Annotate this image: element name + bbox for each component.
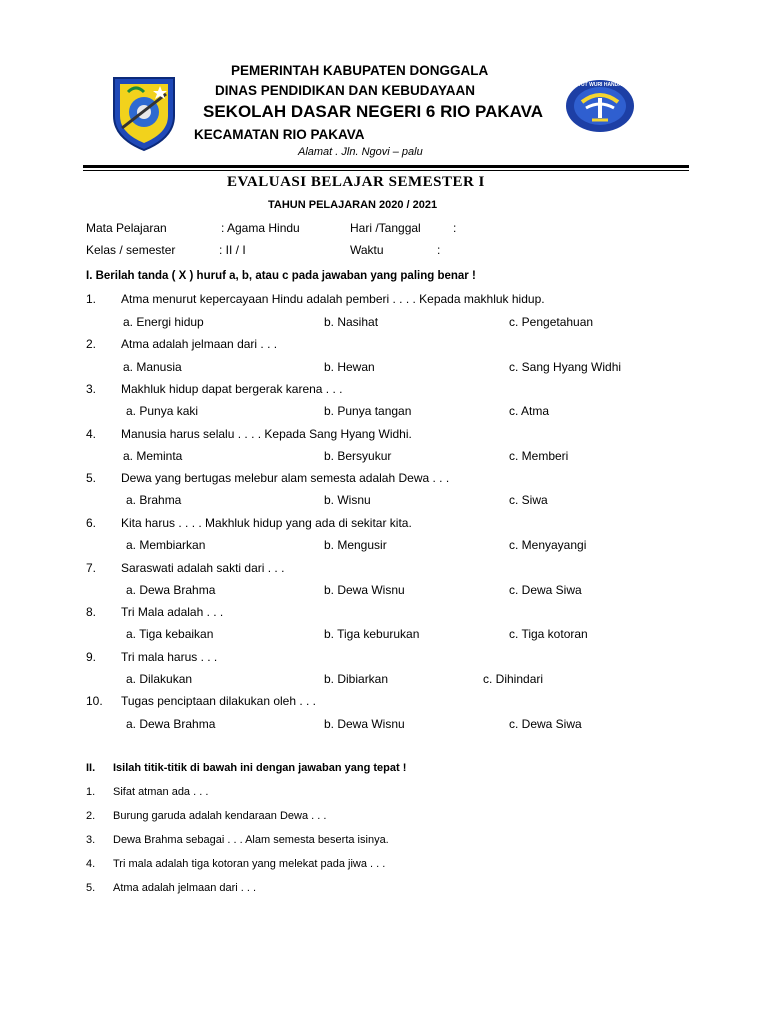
question-number: 3. xyxy=(86,382,97,396)
question-number: 8. xyxy=(86,605,97,619)
section-2-number: II. xyxy=(86,762,96,774)
header-divider-thick xyxy=(83,165,689,168)
subject-value: : Agama Hindu xyxy=(221,221,300,235)
option-a: a. Brahma xyxy=(126,493,182,507)
question-number: 6. xyxy=(86,516,97,530)
item-text: Tri mala adalah tiga kotoran yang melekat pada jiwa . . . xyxy=(113,858,386,870)
option-c: c. Memberi xyxy=(509,449,569,463)
option-b: b. Nasihat xyxy=(324,315,379,329)
option-a: a. Tiga kebaikan xyxy=(126,627,214,641)
option-c: c. Menyayangi xyxy=(509,538,587,552)
option-c: c. Dewa Siwa xyxy=(509,583,582,597)
question-text: Atma adalah jelmaan dari . . . xyxy=(121,337,278,351)
item-text: Atma adalah jelmaan dari . . . xyxy=(113,882,257,894)
option-a: a. Dewa Brahma xyxy=(126,717,216,731)
header-address: Alamat . Jln. Ngovi – palu xyxy=(298,146,423,158)
option-a: a. Manusia xyxy=(123,360,182,374)
time-label: Waktu xyxy=(350,243,384,257)
academic-year: TAHUN PELAJARAN 2020 / 2021 xyxy=(268,199,438,211)
question-text: Saraswati adalah sakti dari . . . xyxy=(121,561,285,575)
option-b: b. Bersyukur xyxy=(324,449,392,463)
option-a: a. Dewa Brahma xyxy=(126,583,216,597)
option-a: a. Dilakukan xyxy=(126,672,193,686)
item-text: Dewa Brahma sebagai . . . Alam semesta beserta isinya. xyxy=(113,834,389,846)
question-number: 5. xyxy=(86,471,97,485)
question-text: Kita harus . . . . Makhluk hidup yang ada di sekitar kita. xyxy=(121,516,412,530)
header-department: DINAS PENDIDIKAN DAN KEBUDAYAAN xyxy=(215,83,476,98)
item-number: 4. xyxy=(86,858,96,870)
section-2-heading: Isilah titik-titik di bawah ini dengan jawaban yang tepat ! xyxy=(113,762,407,774)
page-title: EVALUASI BELAJAR SEMESTER I xyxy=(227,174,485,190)
question-number: 2. xyxy=(86,337,97,351)
option-c: c. Atma xyxy=(509,404,550,418)
question-text: Manusia harus selalu . . . . Kepada Sang Hyang Widhi. xyxy=(121,427,412,441)
regency-crest-logo xyxy=(108,72,180,152)
time-value: : xyxy=(437,243,441,257)
question-text: Tri Mala adalah . . . xyxy=(121,605,224,619)
class-value: : II / I xyxy=(219,243,246,257)
option-c: c. Pengetahuan xyxy=(509,315,594,329)
option-b: b. Tiga keburukan xyxy=(324,627,420,641)
option-b: b. Punya tangan xyxy=(324,404,412,418)
question-text: Tugas penciptaan dilakukan oleh . . . xyxy=(121,694,317,708)
question-number: 10. xyxy=(86,694,103,708)
question-text: Dewa yang bertugas melebur alam semesta adalah Dewa . . . xyxy=(121,471,450,485)
question-number: 1. xyxy=(86,292,97,306)
question-text: Atma menurut kepercayaan Hindu adalah pemberi . . . . Kepada makhluk hidup. xyxy=(121,292,545,306)
header-government: PEMERINTAH KABUPATEN DONGGALA xyxy=(231,63,489,78)
item-text: Burung garuda adalah kendaraan Dewa . . . xyxy=(113,810,327,822)
option-c: c. Sang Hyang Widhi xyxy=(509,360,622,374)
day-value: : xyxy=(453,221,457,235)
day-label: Hari /Tanggal xyxy=(350,221,421,235)
option-c: c. Siwa xyxy=(509,493,548,507)
item-number: 3. xyxy=(86,834,96,846)
item-number: 5. xyxy=(86,882,96,894)
option-a: a. Meminta xyxy=(123,449,183,463)
class-label: Kelas / semester xyxy=(86,243,176,257)
logo-motto: TUT WURI HANDAYANI xyxy=(578,82,633,88)
question-number: 9. xyxy=(86,650,97,664)
subject-label: Mata Pelajaran xyxy=(86,221,167,235)
option-a: a. Energi hidup xyxy=(123,315,204,329)
item-number: 1. xyxy=(86,786,96,798)
question-text: Makhluk hidup dapat bergerak karena . . . xyxy=(121,382,343,396)
header-divider-thin xyxy=(83,170,689,171)
header-school: SEKOLAH DASAR NEGERI 6 RIO PAKAVA xyxy=(203,102,544,121)
header-district: KECAMATAN RIO PAKAVA xyxy=(194,127,365,142)
option-b: b. Dewa Wisnu xyxy=(324,717,405,731)
option-b: b. Dewa Wisnu xyxy=(324,583,405,597)
option-c: c. Dihindari xyxy=(483,672,544,686)
option-b: b. Hewan xyxy=(324,360,375,374)
question-number: 4. xyxy=(86,427,97,441)
option-b: b. Dibiarkan xyxy=(324,672,389,686)
option-b: b. Mengusir xyxy=(324,538,387,552)
item-number: 2. xyxy=(86,810,96,822)
section-1-heading: I. Berilah tanda ( X ) huruf a, b, atau c pada jawaban yang paling benar ! xyxy=(86,270,476,282)
item-text: Sifat atman ada . . . xyxy=(113,786,209,798)
question-number: 7. xyxy=(86,561,97,575)
option-a: a. Membiarkan xyxy=(126,538,206,552)
option-c: c. Tiga kotoran xyxy=(509,627,588,641)
option-a: a. Punya kaki xyxy=(126,404,199,418)
question-text: Tri mala harus . . . xyxy=(121,650,218,664)
option-c: c. Dewa Siwa xyxy=(509,717,582,731)
option-b: b. Wisnu xyxy=(324,493,371,507)
